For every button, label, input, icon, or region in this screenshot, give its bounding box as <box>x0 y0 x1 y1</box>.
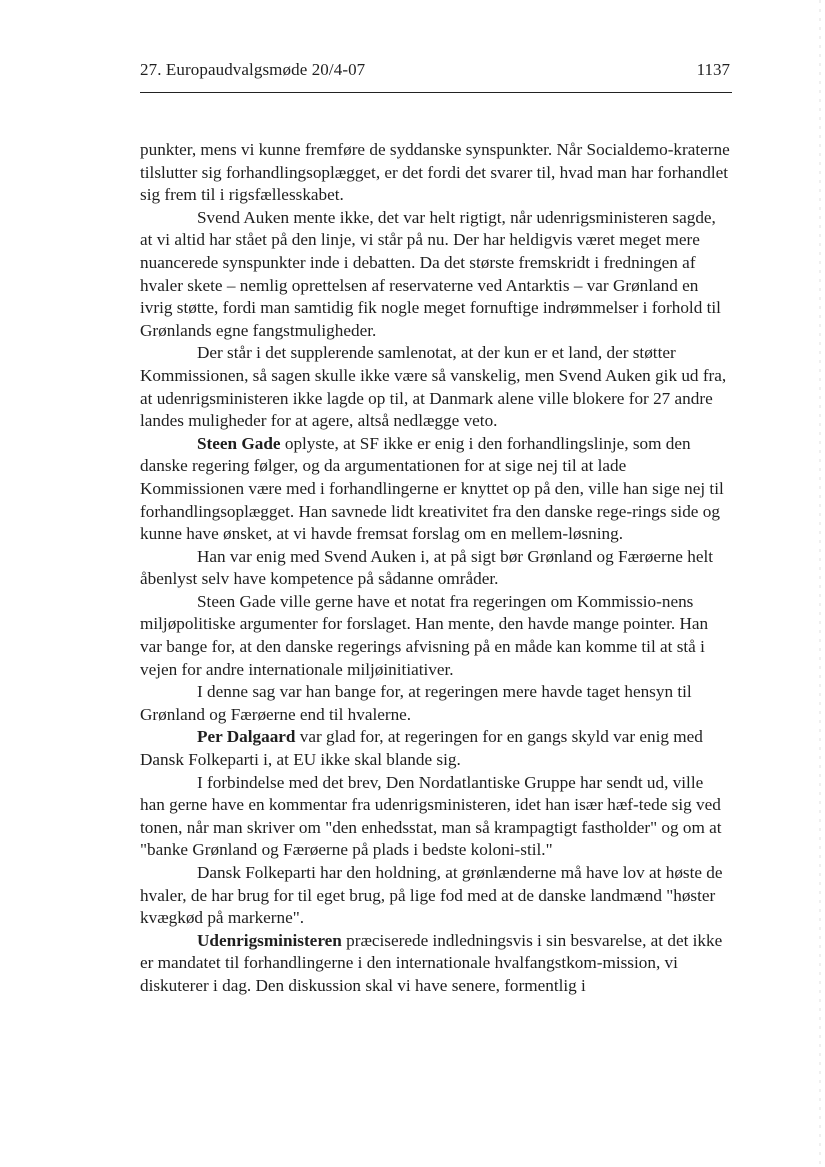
paragraph-text: Steen Gade ville gerne have et notat fra regeringen om Kommissio-nens miljøpolitiske argumenter for forslaget. Han mente, den havde mange pointer. Han var bange for, at den danske regerings afvisning på en måde kan komme til at stå i vejen for andre internationale miljøinitiativer. <box>140 591 709 679</box>
speaker-name: Udenrigsministeren <box>197 930 342 950</box>
paragraph <box>140 591 730 681</box>
paragraph-text: I forbindelse med det brev, Den Nordatlantiske Gruppe har sendt ud, ville han gerne have en kommentar fra udenrigsministeren, idet han især hæf-tede sig ved tonen, når man skriver om "den enhedsstat, man så krampagtigt fastholder" og om at "banke Grønland og Færøerne på plads i bedste koloni-stil." <box>140 772 722 860</box>
document-body <box>140 139 730 998</box>
paragraph <box>140 681 730 726</box>
paragraph-text: præciserede indledningsvis i sin besvarelse, at det ikke er mandatet til forhandlingerne i den internationale hvalfangstkom-mission, vi diskuterer i dag. Den diskussion skal vi have senere, formentlig i <box>140 930 723 995</box>
scan-edge-artifact <box>819 0 821 1167</box>
paragraph <box>140 862 730 930</box>
header-divider <box>140 92 732 93</box>
speaker-name: Per Dalgaard <box>197 727 296 747</box>
paragraph-text: var glad for, at regeringen for en gangs skyld var enig med Dansk Folkeparti i, at EU ikke skal blande sig. <box>140 727 703 770</box>
paragraph-text: I denne sag var han bange for, at regeringen mere havde taget hensyn til Grønland og Færøerne end til hvalerne. <box>140 682 692 724</box>
paragraph <box>140 726 730 771</box>
page-header <box>140 60 730 88</box>
paragraph <box>140 546 730 591</box>
paragraph <box>140 930 730 998</box>
paragraph <box>140 433 730 546</box>
speaker-name: Steen Gade <box>197 433 281 453</box>
paragraph <box>140 207 730 343</box>
paragraph-text: Svend Auken mente ikke, det var helt rigtigt, når udenrigsministeren sagde, at vi altid har stået på den linje, vi står på nu. Der har heldigvis været meget mere nuancerede synspunkter inde i debatten. Da det største fremskridt i fredningen af hvaler skete – nemlig oprettelsen af reservaterne ved Antarktis – var Grønland en ivrig støtte, fordi man samtidig fik nogle meget fornuftige indrømmelser i forhold til Grønlands egne fangstmuligheder. <box>140 207 721 340</box>
paragraph-text: oplyste, at SF ikke er enig i den forhandlingslinje, som den danske regering følger, og da argumentationen for at sige nej til at lade Kommissionen være med i forhandlingerne er knyttet op på den, ville han sige nej til forhandlingsoplægget. Han savnede lidt kreativitet fra den danske rege-rings side og kunne have ønsket, at vi havde fremsat forslag om en mellem-løsning. <box>140 433 724 544</box>
paragraph <box>140 342 730 432</box>
paragraph <box>140 772 730 862</box>
paragraph-text: Der står i det supplerende samlenotat, at der kun er et land, der støtter Kommissionen, så sagen skulle ikke være så vanskelig, men Svend Auken gik ud fra, at udenrigsministeren ikke lagde op til, at Danmark alene ville blokere for 27 andre landes muligheder for at agere, altså nedlægge veto. <box>140 343 727 431</box>
paragraph-text: punkter, mens vi kunne fremføre de syddanske synspunkter. Når Socialdemo-kraterne tilslutter sig forhandlingsoplægget, er det fordi det svarer til, hvad man har forhandlet sig frem til i rigsfællesskabet. <box>140 140 730 205</box>
header-title: 27. Europaudvalgsmøde 20/4-07 <box>140 60 366 79</box>
paragraph <box>140 139 730 207</box>
paragraph-text: Han var enig med Svend Auken i, at på sigt bør Grønland og Færøerne helt åbenlyst selv have kompetence på sådanne områder. <box>140 546 713 589</box>
paragraph-text: Dansk Folkeparti har den holdning, at grønlænderne må have lov at høste de hvaler, de har brug for til eget brug, på lige fod med at de danske landmænd "høster kvægkød på markerne". <box>140 863 723 928</box>
page-number: 1137 <box>696 60 730 79</box>
